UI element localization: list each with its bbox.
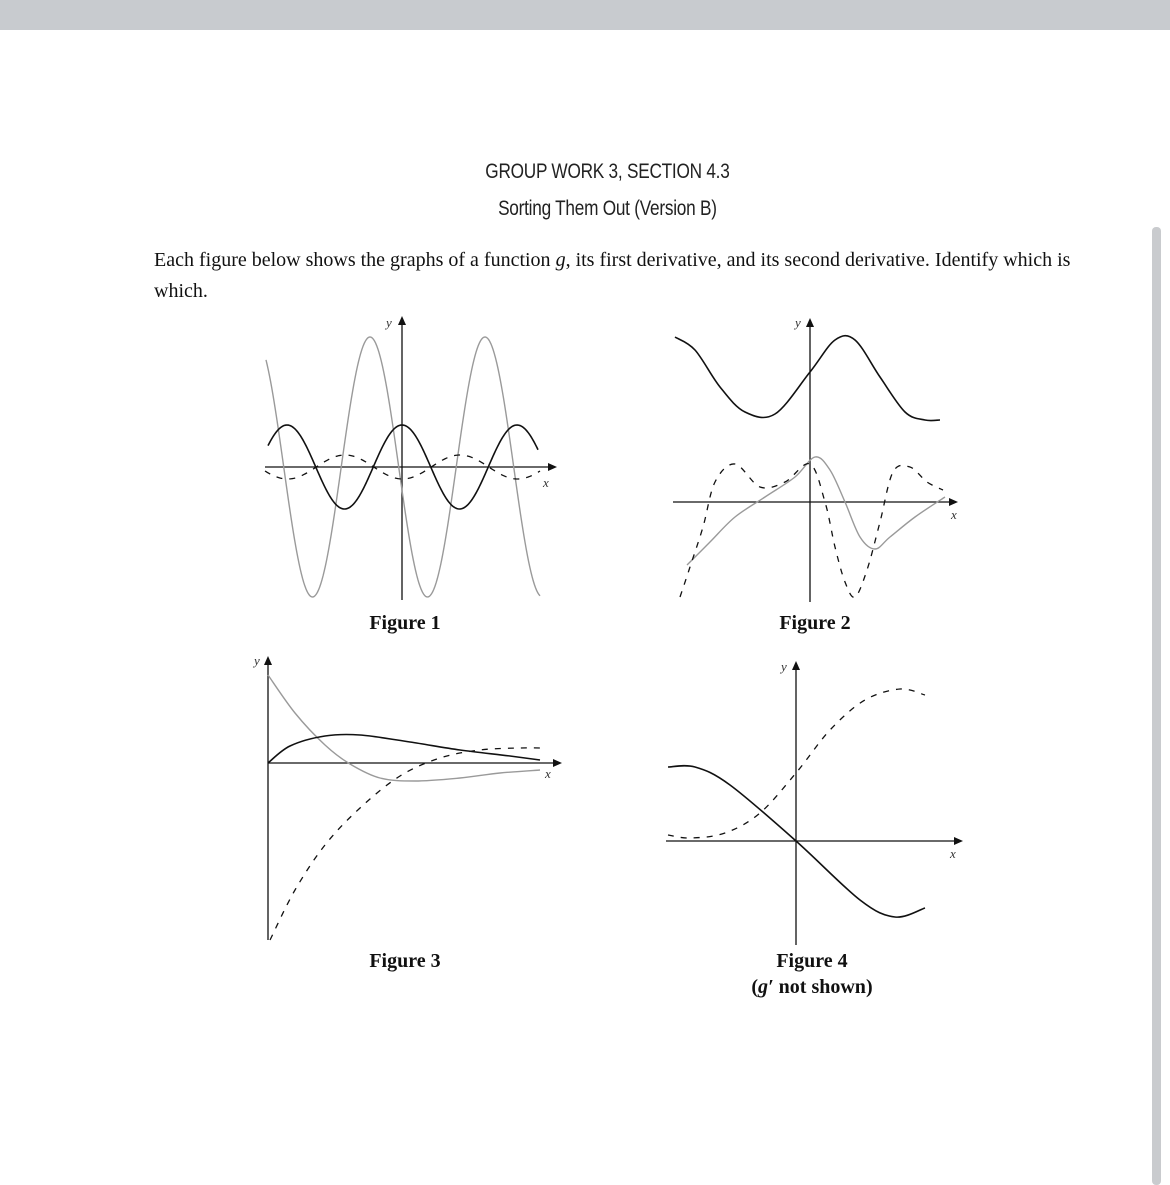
page-subtitle: Sorting Them Out (Version B)	[498, 197, 717, 220]
x-axis-arrow	[949, 498, 958, 506]
figure-2-black-curve	[675, 336, 940, 421]
x-axis-arrow	[954, 837, 963, 845]
x-axis-label: x	[543, 475, 549, 490]
figure-1-caption: Figure 1	[369, 612, 441, 634]
x-axis-label: x	[951, 507, 957, 522]
x-axis-arrow	[553, 759, 562, 767]
figure-3-gray-curve	[268, 675, 540, 781]
y-axis-label: y	[254, 653, 260, 668]
figure-3-caption: Figure 3	[369, 950, 441, 972]
figure-3-graph	[250, 650, 570, 950]
variable-g: g	[555, 249, 566, 271]
y-axis-label: y	[795, 315, 801, 330]
x-axis-label: x	[950, 846, 956, 861]
y-axis-label: y	[386, 315, 392, 330]
x-axis-label: x	[545, 766, 551, 781]
figure-4-graph	[660, 655, 970, 955]
y-axis-label: y	[781, 659, 787, 674]
top-toolbar	[0, 0, 1170, 30]
figure-4-label: Figure 4	[776, 950, 848, 972]
figure-4-caption	[702, 948, 922, 1000]
figure-3-dashed-curve	[270, 748, 542, 940]
y-axis-arrow	[264, 656, 272, 665]
instructions: Each figure below shows the graphs of a function g, its first derivative, and its second derivative. Identify which is which.	[154, 249, 1071, 302]
page-title: GROUP WORK 3, SECTION 4.3	[485, 160, 730, 183]
y-axis-arrow	[806, 318, 814, 327]
y-axis-arrow	[398, 316, 406, 325]
figure-4-note: (g′ not shown)	[751, 976, 873, 998]
figure-2-caption: Figure 2	[779, 612, 851, 634]
figure-2-dashed-curve	[680, 464, 943, 598]
y-axis-arrow	[792, 661, 800, 670]
figure-1-graph	[250, 310, 570, 610]
figure-2-graph	[665, 312, 975, 612]
x-axis-arrow	[548, 463, 557, 471]
vertical-scrollbar[interactable]	[1152, 227, 1161, 1185]
